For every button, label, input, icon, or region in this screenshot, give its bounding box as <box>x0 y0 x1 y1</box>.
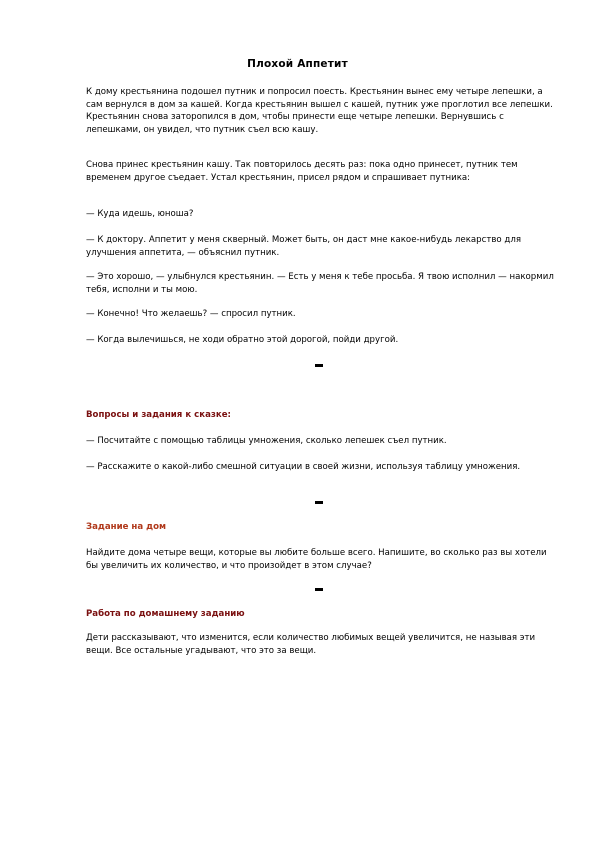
questions-heading: Вопросы и задания к сказке: <box>86 410 231 420</box>
question-item-1: — Посчитайте с помощью таблицы умножения, сколько лепешек съел путник. <box>86 436 447 446</box>
story-paragraph-1: К дому крестьянина подошел путник и попросил поесть. Крестьянин вынес ему четыре лепешки, а сам вернулся в дом за кашей. Когда крестьянин вышел с кашей, путник уже проглотил все лепешки. Крестьянин снова заторопился в дом, чтобы принести еще четыре лепешки. Вернувшись с лепешками, он увидел, что путник съел всю кашу. <box>86 87 553 135</box>
story-paragraph-5: — Это хорошо, — улыбнулся крестьянин. — Есть у меня к тебе просьба. Я твою исполнил — накормил тебя, исполни и ты мою. <box>86 272 554 295</box>
homework-text: Найдите дома четыре вещи, которые вы любите больше всего. Напишите, во сколько раз вы хотели бы увеличить их количество, и что произойдет в этом случае? <box>86 548 547 571</box>
document-title: Плохой Аппетит <box>247 58 348 70</box>
homework-heading: Задание на дом <box>86 522 167 532</box>
section-separator <box>315 588 323 591</box>
work-text: Дети рассказывают, что изменится, если количество любимых вещей увеличится, не называя эти вещи. Все остальные угадывают, что это за вещи. <box>86 633 536 656</box>
question-item-2: — Расскажите о какой-либо смешной ситуации в своей жизни, используя таблицу умножения. <box>86 462 521 472</box>
story-paragraph-7: — Когда вылечишься, не ходи обратно этой дорогой, пойди другой. <box>86 335 399 345</box>
story-paragraph-2: Снова принес крестьянин кашу. Так повторилось десять раз: пока одно принесет, путник тем временем другое съедает. Устал крестьянин, присел рядом и спрашивает путника: <box>86 160 518 183</box>
work-heading: Работа по домашнему заданию <box>86 609 245 619</box>
story-paragraph-6: — Конечно! Что желаешь? — спросил путник. <box>86 309 296 319</box>
section-separator <box>315 501 323 504</box>
story-paragraph-4: — К доктору. Аппетит у меня скверный. Может быть, он даст мне какое-нибудь лекарство для улучшения аппетита, — объяснил путник. <box>86 235 521 258</box>
story-paragraph-3: — Куда идешь, юноша? <box>86 209 194 219</box>
section-separator <box>315 364 323 367</box>
